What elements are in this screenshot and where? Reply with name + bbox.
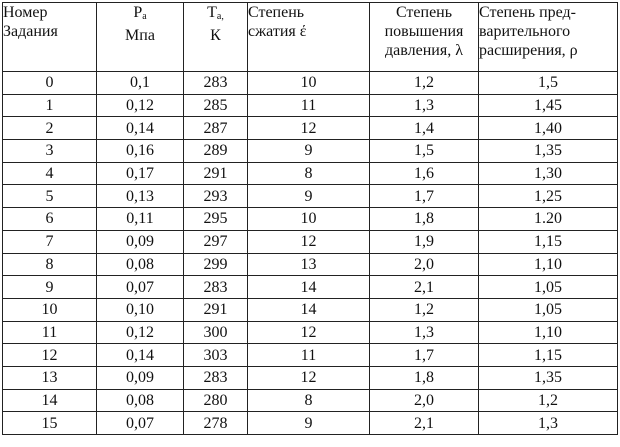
compression-cell: 9 bbox=[248, 185, 370, 208]
header-pressure bbox=[97, 3, 184, 72]
task-number-cell: 4 bbox=[3, 162, 97, 185]
compression-cell: 11 bbox=[248, 94, 370, 117]
table-row bbox=[3, 298, 618, 321]
pressure-ratio-cell: 1,5 bbox=[370, 140, 479, 163]
compression-cell: 10 bbox=[248, 72, 370, 95]
pressure-ratio-cell: 1,8 bbox=[370, 208, 479, 231]
compression-cell: 12 bbox=[248, 366, 370, 389]
pressure-ratio-cell: 2,0 bbox=[370, 389, 479, 412]
pressure-ratio-cell: 1,2 bbox=[370, 298, 479, 321]
compression-cell: 12 bbox=[248, 230, 370, 253]
compression-cell: 14 bbox=[248, 298, 370, 321]
header-pressure-ratio-line1: Степень bbox=[395, 4, 453, 21]
header-pressure-unit: Мпа bbox=[125, 27, 155, 44]
compression-cell: 12 bbox=[248, 321, 370, 344]
compression-cell: 8 bbox=[248, 162, 370, 185]
header-pressure-ratio-line3: давления, λ bbox=[385, 42, 463, 59]
preexpansion-cell: 1,35 bbox=[479, 366, 618, 389]
table-row bbox=[3, 208, 618, 231]
pressure-ratio-cell: 1,8 bbox=[370, 366, 479, 389]
table-row bbox=[3, 321, 618, 344]
header-pressure-sub: a bbox=[142, 11, 147, 22]
pressure-cell: 0,12 bbox=[97, 321, 184, 344]
pressure-ratio-cell: 1,6 bbox=[370, 162, 479, 185]
preexpansion-cell: 1,05 bbox=[479, 298, 618, 321]
task-number-cell: 7 bbox=[3, 230, 97, 253]
preexpansion-cell: 1,45 bbox=[479, 94, 618, 117]
pressure-cell: 0,13 bbox=[97, 185, 184, 208]
temperature-cell: 291 bbox=[184, 298, 248, 321]
header-compression bbox=[248, 3, 370, 72]
task-number-cell: 2 bbox=[3, 117, 97, 140]
header-temperature-unit: К bbox=[210, 27, 221, 44]
pressure-ratio-cell: 2,1 bbox=[370, 412, 479, 435]
preexpansion-cell: 1,5 bbox=[479, 72, 618, 95]
preexpansion-cell: 1,3 bbox=[479, 412, 618, 435]
temperature-cell: 283 bbox=[184, 276, 248, 299]
task-number-cell: 10 bbox=[3, 298, 97, 321]
preexpansion-cell: 1,15 bbox=[479, 344, 618, 367]
temperature-cell: 297 bbox=[184, 230, 248, 253]
table-row bbox=[3, 230, 618, 253]
pressure-ratio-cell: 1,3 bbox=[370, 321, 479, 344]
header-pressure-ratio bbox=[370, 3, 479, 72]
pressure-cell: 0,12 bbox=[97, 94, 184, 117]
preexpansion-cell: 1,40 bbox=[479, 117, 618, 140]
table-row bbox=[3, 253, 618, 276]
pressure-cell: 0,08 bbox=[97, 253, 184, 276]
pressure-ratio-cell: 1,4 bbox=[370, 117, 479, 140]
header-task-number bbox=[3, 3, 97, 72]
table-row bbox=[3, 344, 618, 367]
table-row bbox=[3, 72, 618, 95]
temperature-cell: 291 bbox=[184, 162, 248, 185]
task-number-cell: 5 bbox=[3, 185, 97, 208]
compression-cell: 9 bbox=[248, 412, 370, 435]
temperature-cell: 287 bbox=[184, 117, 248, 140]
table-row bbox=[3, 366, 618, 389]
preexpansion-cell: 1,10 bbox=[479, 321, 618, 344]
task-number-cell: 14 bbox=[3, 389, 97, 412]
header-temperature bbox=[184, 3, 248, 72]
task-number-cell: 6 bbox=[3, 208, 97, 231]
compression-cell: 9 bbox=[248, 140, 370, 163]
table-row bbox=[3, 140, 618, 163]
pressure-cell: 0,09 bbox=[97, 230, 184, 253]
table-row bbox=[3, 185, 618, 208]
compression-cell: 14 bbox=[248, 276, 370, 299]
preexpansion-cell: 1,30 bbox=[479, 162, 618, 185]
temperature-cell: 293 bbox=[184, 185, 248, 208]
preexpansion-cell: 1.20 bbox=[479, 208, 618, 231]
header-preexpansion bbox=[479, 3, 618, 72]
temperature-cell: 285 bbox=[184, 94, 248, 117]
header-temperature-main: T bbox=[207, 4, 217, 21]
task-number-cell: 1 bbox=[3, 94, 97, 117]
pressure-cell: 0,14 bbox=[97, 344, 184, 367]
compression-cell: 11 bbox=[248, 344, 370, 367]
pressure-cell: 0,09 bbox=[97, 366, 184, 389]
temperature-cell: 283 bbox=[184, 366, 248, 389]
task-number-cell: 15 bbox=[3, 412, 97, 435]
table-row bbox=[3, 162, 618, 185]
task-number-cell: 9 bbox=[3, 276, 97, 299]
temperature-cell: 289 bbox=[184, 140, 248, 163]
header-compression-line1: Степень bbox=[248, 4, 305, 21]
task-number-cell: 0 bbox=[3, 72, 97, 95]
pressure-cell: 0,07 bbox=[97, 276, 184, 299]
header-task-number-line2: Задания bbox=[3, 23, 58, 40]
header-preexpansion-line1: Степень пред- bbox=[479, 4, 576, 21]
compression-cell: 10 bbox=[248, 208, 370, 231]
preexpansion-cell: 1,15 bbox=[479, 230, 618, 253]
pressure-cell: 0,16 bbox=[97, 140, 184, 163]
pressure-cell: 0,1 bbox=[97, 72, 184, 95]
table-row bbox=[3, 94, 618, 117]
pressure-cell: 0,08 bbox=[97, 389, 184, 412]
header-temperature-symbol bbox=[184, 3, 247, 26]
pressure-cell: 0,10 bbox=[97, 298, 184, 321]
pressure-cell: 0,07 bbox=[97, 412, 184, 435]
pressure-ratio-cell: 1,9 bbox=[370, 230, 479, 253]
pressure-ratio-cell: 1,7 bbox=[370, 344, 479, 367]
temperature-cell: 280 bbox=[184, 389, 248, 412]
compression-cell: 13 bbox=[248, 253, 370, 276]
task-number-cell: 8 bbox=[3, 253, 97, 276]
header-preexpansion-line2: варительного bbox=[479, 23, 571, 40]
table-row bbox=[3, 389, 618, 412]
header-row bbox=[3, 3, 618, 72]
temperature-cell: 295 bbox=[184, 208, 248, 231]
pressure-ratio-cell: 1,2 bbox=[370, 72, 479, 95]
data-table bbox=[2, 2, 618, 435]
header-preexpansion-line3: расширения, ρ bbox=[479, 42, 578, 59]
header-task-number-line1: Номер bbox=[3, 4, 48, 21]
task-number-cell: 3 bbox=[3, 140, 97, 163]
temperature-cell: 278 bbox=[184, 412, 248, 435]
compression-cell: 12 bbox=[248, 117, 370, 140]
header-pressure-main: P bbox=[133, 4, 143, 21]
pressure-ratio-cell: 1,3 bbox=[370, 94, 479, 117]
preexpansion-cell: 1,2 bbox=[479, 389, 618, 412]
preexpansion-cell: 1,05 bbox=[479, 276, 618, 299]
header-pressure-symbol bbox=[97, 3, 183, 26]
table-row bbox=[3, 412, 618, 435]
task-number-cell: 11 bbox=[3, 321, 97, 344]
temperature-cell: 299 bbox=[184, 253, 248, 276]
temperature-cell: 283 bbox=[184, 72, 248, 95]
header-pressure-ratio-line2: повышения bbox=[384, 23, 464, 40]
temperature-cell: 300 bbox=[184, 321, 248, 344]
task-number-cell: 13 bbox=[3, 366, 97, 389]
pressure-cell: 0,17 bbox=[97, 162, 184, 185]
header-compression-line2: сжатия έ bbox=[248, 23, 307, 40]
pressure-cell: 0,14 bbox=[97, 117, 184, 140]
preexpansion-cell: 1,25 bbox=[479, 185, 618, 208]
preexpansion-cell: 1,10 bbox=[479, 253, 618, 276]
pressure-ratio-cell: 1,7 bbox=[370, 185, 479, 208]
compression-cell: 8 bbox=[248, 389, 370, 412]
table-row bbox=[3, 276, 618, 299]
pressure-ratio-cell: 2,1 bbox=[370, 276, 479, 299]
pressure-cell: 0,11 bbox=[97, 208, 184, 231]
pressure-ratio-cell: 2,0 bbox=[370, 253, 479, 276]
table-row bbox=[3, 117, 618, 140]
task-number-cell: 12 bbox=[3, 344, 97, 367]
temperature-cell: 303 bbox=[184, 344, 248, 367]
table-body bbox=[3, 72, 618, 435]
preexpansion-cell: 1,35 bbox=[479, 140, 618, 163]
header-temperature-sub: a, bbox=[216, 11, 224, 22]
